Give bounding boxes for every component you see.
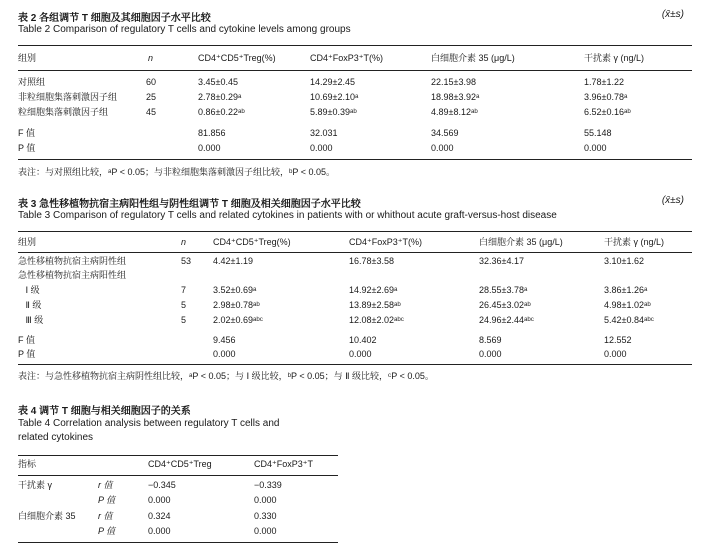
row-label: 干扰素 γ: [18, 480, 53, 490]
table-3-stat-note: (x̄±s): [661, 195, 684, 206]
row-label: P 值: [18, 143, 36, 153]
row-treg: 3.45±0.45: [198, 77, 238, 87]
header-foxp3: CD4⁺FoxP3⁺T(%): [310, 53, 384, 63]
row-n: 5: [181, 300, 187, 310]
row-n: 25: [146, 92, 157, 102]
row-label: F 值: [18, 128, 35, 138]
table-row: [18, 106, 692, 119]
table-row: [18, 494, 338, 507]
row-ifn: 6.52±0.16ᵃᵇ: [584, 107, 631, 117]
row-treg: −0.345: [148, 480, 176, 490]
row-foxp3: 10.69±2.10ᵃ: [310, 92, 359, 102]
row-label: 粒细胞集落刺激因子组: [18, 107, 109, 117]
table-4-bottom-rule: [18, 542, 338, 543]
row-ifn: 1.78±1.22: [584, 77, 624, 87]
row-stat: P 值: [98, 526, 116, 536]
row-foxp3: 0.330: [254, 511, 277, 521]
row-treg: 81.856: [198, 128, 226, 138]
row-ifn: 55.148: [584, 128, 612, 138]
table-2-footnote: 表注：与对照组比较，ᵃP < 0.05；与非粒细胞集落刺激因子组比较，ᵇP < 0.05。: [18, 167, 335, 177]
header-foxp3: CD4⁺FoxP3⁺T: [254, 459, 314, 469]
row-stat: r 值: [98, 511, 113, 521]
row-treg: 2.02±0.69ᵃᵇᶜ: [213, 315, 263, 325]
row-il35: 28.55±3.78ᵃ: [479, 285, 528, 295]
header-treg: CD4⁺CD5⁺Treg(%): [198, 53, 276, 63]
row-label: F 值: [18, 335, 35, 345]
row-treg: 2.98±0.78ᵃᵇ: [213, 300, 260, 310]
table-row: [18, 76, 692, 89]
row-foxp3: 14.29±2.45: [310, 77, 355, 87]
header-treg: CD4⁺CD5⁺Treg: [148, 459, 212, 469]
row-n: 5: [181, 315, 187, 325]
row-ifn: 0.000: [604, 349, 627, 359]
row-il35: 22.15±3.98: [431, 77, 476, 87]
row-il35: 0.000: [431, 143, 454, 153]
table-4-header-row: [18, 458, 338, 471]
row-foxp3: 14.92±2.69ᵃ: [349, 285, 398, 295]
table-row: [18, 299, 692, 312]
row-foxp3: 16.78±3.58: [349, 256, 394, 266]
row-ifn: 12.552: [604, 335, 632, 345]
row-foxp3: 0.000: [254, 495, 277, 505]
table-4-title-cn: 表 4 调节 T 细胞与相关细胞因子的关系: [18, 406, 191, 417]
row-label: 非粒细胞集落刺激因子组: [18, 92, 118, 102]
header-treg: CD4⁺CD5⁺Treg(%): [213, 237, 291, 247]
table-row: [18, 284, 692, 297]
row-stat: r 值: [98, 480, 113, 490]
row-treg: 9.456: [213, 335, 236, 345]
header-foxp3: CD4⁺FoxP3⁺T(%): [349, 237, 423, 247]
row-treg: 0.000: [213, 349, 236, 359]
table-row: [18, 142, 692, 155]
table-3-bottom-rule: [18, 364, 692, 365]
table-row: [18, 479, 338, 492]
table-4-title-en-line2: related cytokines: [18, 432, 94, 443]
table-row: [18, 91, 692, 104]
row-foxp3: 0.000: [254, 526, 277, 536]
header-ifn: 干扰素 γ (ng/L): [604, 237, 665, 247]
table-3-title-cn: 表 3 急性移植物抗宿主病阳性组与阴性组调节 T 细胞及相关细胞因子水平比较: [18, 199, 361, 210]
row-label: Ⅲ 级: [18, 315, 44, 325]
row-ifn: 3.86±1.26ᵃ: [604, 285, 648, 295]
row-treg: 0.000: [198, 143, 221, 153]
row-il35: 26.45±3.02ᵃᵇ: [479, 300, 531, 310]
table-row: [18, 127, 692, 140]
table-2-header-row: [18, 52, 692, 65]
table-2-bottom-rule: [18, 159, 692, 160]
table-row: [18, 255, 692, 268]
table-2-header-rule: [18, 70, 692, 71]
row-foxp3: −0.339: [254, 480, 282, 490]
row-n: 45: [146, 107, 157, 117]
row-foxp3: 0.000: [310, 143, 333, 153]
header-il35: 白细胞介素 35 (μg/L): [431, 53, 515, 63]
table-4-header-rule: [18, 475, 338, 476]
row-n: 53: [181, 256, 192, 266]
table-row: [18, 269, 692, 282]
row-il35: 34.569: [431, 128, 459, 138]
header-indicator: 指标: [18, 459, 37, 469]
row-foxp3: 13.89±2.58ᵃᵇ: [349, 300, 401, 310]
table-row: [18, 348, 692, 361]
row-label: 急性移植物抗宿主病阳性组: [18, 270, 127, 280]
row-il35: 32.36±4.17: [479, 256, 524, 266]
row-label: Ⅰ 级: [18, 285, 40, 295]
table-3-header-row: [18, 236, 692, 249]
table-row: [18, 510, 338, 523]
table-2: [18, 9, 692, 179]
row-treg: 0.000: [148, 526, 171, 536]
table-3-title-en: Table 3 Comparison of regulatory T cells and related cytokines in patients with or whithout acute graft-versus-host disease: [18, 210, 557, 221]
row-treg: 0.000: [148, 495, 171, 505]
row-foxp3: 32.031: [310, 128, 338, 138]
header-n: n: [181, 237, 187, 247]
table-3: [18, 195, 692, 385]
row-label: 对照组: [18, 77, 46, 87]
row-stat: P 值: [98, 495, 116, 505]
row-treg: 0.324: [148, 511, 171, 521]
table-4: [18, 402, 338, 552]
table-3-header-rule: [18, 252, 692, 253]
table-4-top-rule: [18, 455, 338, 456]
header-il35: 白细胞介素 35 (μg/L): [479, 237, 563, 247]
row-foxp3: 10.402: [349, 335, 377, 345]
row-label: P 值: [18, 349, 36, 359]
row-label: 白细胞介素 35: [18, 511, 76, 521]
row-il35: 18.98±3.92ᵃ: [431, 92, 480, 102]
table-3-top-rule: [18, 231, 692, 232]
row-il35: 8.569: [479, 335, 502, 345]
row-treg: 3.52±0.69ᵃ: [213, 285, 257, 295]
table-2-top-rule: [18, 45, 692, 46]
row-foxp3: 5.89±0.39ᵃᵇ: [310, 107, 357, 117]
row-ifn: 0.000: [584, 143, 607, 153]
table-4-title-en-line1: Table 4 Correlation analysis between regulatory T cells and: [18, 418, 280, 429]
row-label: Ⅱ 级: [18, 300, 42, 310]
row-il35: 0.000: [479, 349, 502, 359]
row-n: 60: [146, 77, 157, 87]
row-ifn: 4.98±1.02ᵃᵇ: [604, 300, 651, 310]
header-n: n: [148, 53, 154, 63]
header-group: 组别: [18, 237, 37, 247]
row-foxp3: 12.08±2.02ᵃᵇᶜ: [349, 315, 404, 325]
table-2-stat-note: (x̄±s): [661, 9, 684, 20]
table-2-title-cn: 表 2 各组调节 T 细胞及其细胞因子水平比较: [18, 13, 211, 24]
row-treg: 2.78±0.29ᵃ: [198, 92, 242, 102]
table-row: [18, 334, 692, 347]
table-3-footnote: 表注：与急性移植物抗宿主病阴性组比较，ᵃP < 0.05；与 Ⅰ 级比较，ᵇP < 0.05；与 Ⅱ 级比较，ᶜP < 0.05。: [18, 371, 434, 381]
row-il35: 4.89±8.12ᵃᵇ: [431, 107, 478, 117]
header-group: 组别: [18, 53, 37, 63]
row-treg: 0.86±0.22ᵃᵇ: [198, 107, 245, 117]
row-foxp3: 0.000: [349, 349, 372, 359]
table-row: [18, 525, 338, 538]
row-treg: 4.42±1.19: [213, 256, 253, 266]
row-ifn: 3.10±1.62: [604, 256, 644, 266]
table-2-title-en: Table 2 Comparison of regulatory T cells and cytokine levels among groups: [18, 24, 351, 35]
row-ifn: 5.42±0.84ᵃᵇᶜ: [604, 315, 654, 325]
header-ifn: 干扰素 γ (ng/L): [584, 53, 645, 63]
table-row: [18, 314, 692, 327]
row-ifn: 3.96±0.78ᵃ: [584, 92, 628, 102]
row-label: 急性移植物抗宿主病阴性组: [18, 256, 127, 266]
row-il35: 24.96±2.44ᵃᵇᶜ: [479, 315, 534, 325]
row-n: 7: [181, 285, 187, 295]
